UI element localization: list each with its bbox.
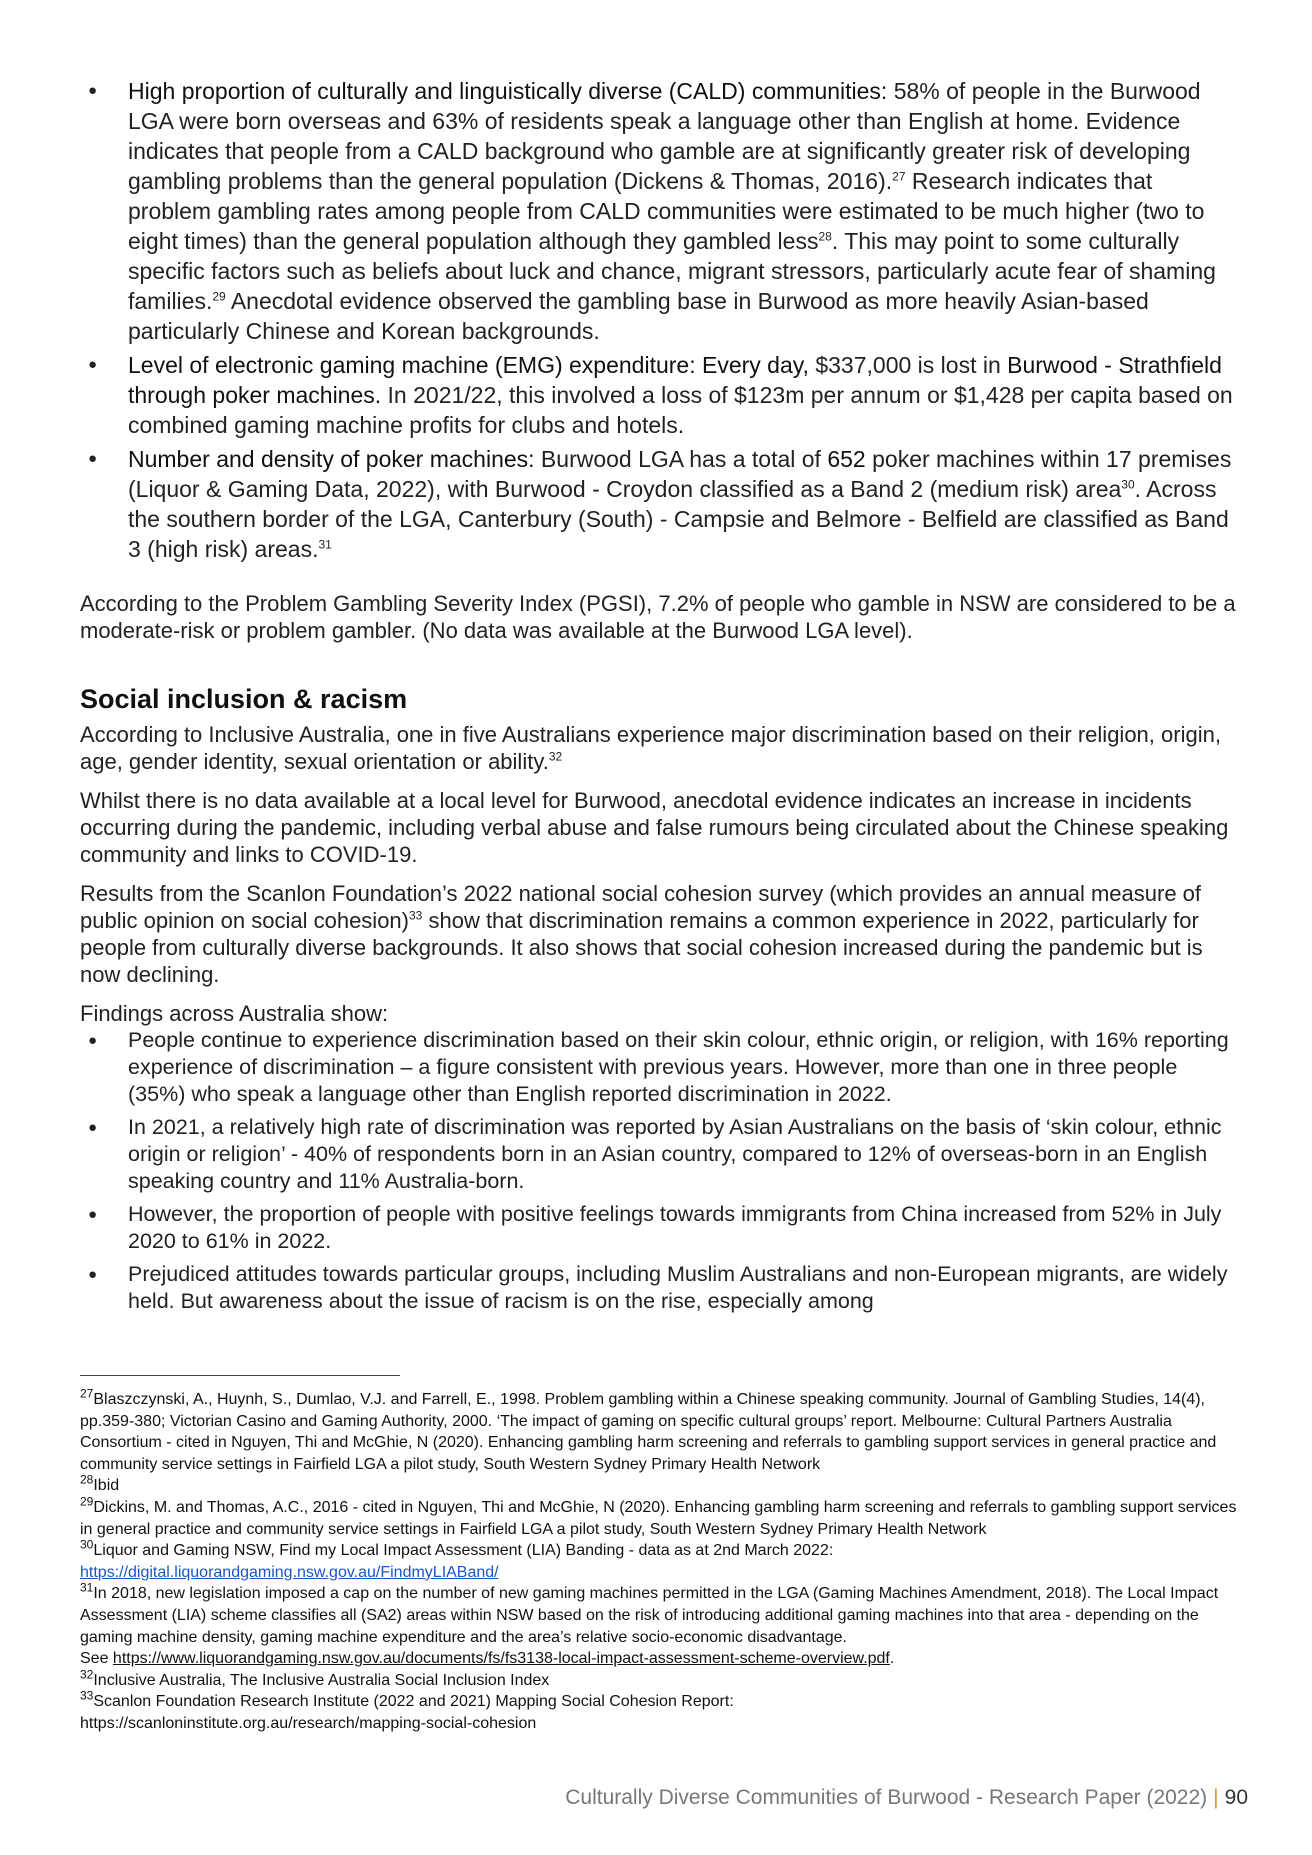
footnote-number: 28 — [80, 1473, 94, 1488]
footnote-ref[interactable]: 28 — [818, 229, 832, 244]
footnote-ref[interactable]: 29 — [212, 289, 226, 304]
footnote-number: 29 — [80, 1494, 94, 1509]
bullet-text: 58% of people in the Burwood LGA were born overseas and 63% of residents speak a language other than English at home. Evidence indicates that people from a CALD background who gamble are at significantly greater risk of developing gambling problems than the general population (Dickens & Thomas, 2016). — [128, 78, 1201, 194]
footnote-31 — [80, 1583, 1250, 1669]
findings-list — [80, 1027, 1240, 1315]
bullet-text: $337,000 is lost in — [808, 352, 1008, 378]
list-item: ● People continue to experience discrimination based on their skin colour, ethnic origin, or religion, with 16% reporting experience of discrimination – a figure consistent with previous years. However, more than one in three people (35%) who speak a language other than English reported discrimination in 2022. — [80, 1027, 1240, 1108]
footnote-number: 31 — [80, 1581, 94, 1596]
list-item: ● However, the proportion of people with positive feelings towards immigrants from China increased from 52% in July 2020 to 61% in 2022. — [80, 1201, 1240, 1255]
footnote-number: 27 — [80, 1386, 94, 1401]
footnote-punct: . — [889, 1650, 895, 1668]
page-footer — [565, 1786, 1248, 1810]
page-body — [80, 76, 1240, 1321]
bullet-lead-2: Burwood - Strathfield through poker machines. — [128, 352, 1222, 408]
paragraph-text: Results from the Scanlon Foundation’s 2022 national social cohesion survey (which provides an annual measure of public opinion on social cohesion) — [80, 881, 1202, 933]
lia-scheme-link[interactable]: https://www.liquorandgaming.nsw.gov.au/documents/fs/fs3138-local-impact-assessment-scheme-overview.pdf — [112, 1650, 890, 1668]
footnote-divider — [80, 1375, 400, 1376]
footnote-text: Inclusive Australia, The Inclusive Australia Social Inclusion Index — [93, 1671, 550, 1689]
list-item — [80, 350, 1240, 440]
paragraph-text: show that discrimination remains a common experience in 2022, particularly for people from culturally diverse backgrounds. It also shows that social cohesion increased during the pandemic but is now declining. — [80, 908, 1203, 987]
local-evidence-paragraph: Whilst there is no data available at a local level for Burwood, anecdotal evidence indicates an increase in incidents occurring during the pandemic, including verbal abuse and false rumours being circulated about the Chinese speaking community and links to COVID-19. — [80, 788, 1229, 867]
list-item: ● Prejudiced attitudes towards particular groups, including Muslim Australians and non-European migrants, are widely held. But awareness about the issue of racism is on the rise, especially among — [80, 1261, 1240, 1315]
footnote-text: Dickins, M. and Thomas, A.C., 2016 - cited in Nguyen, Thi and McGhie, N (2020). Enhancing gambling harm screening and referrals to gambling support services in general practice and community service settings in Fairfield LGA a pilot study, South Western Sydney Primary Health Network — [80, 1498, 1237, 1538]
list-item — [80, 76, 1240, 346]
list-item — [80, 444, 1240, 564]
footnote-text: In 2018, new legislation imposed a cap on the number of new gaming machines permitted in the LGA (Gaming Machines Amendment, 2018). The Local Impact Assessment (LIA) scheme classifies all (SA2) areas within NSW based on the risk of introducing additional gaming machines into that area - depending on the gaming machine density, gaming machine expenditure and the area’s relative socio-economic disadvantage. — [80, 1585, 1219, 1646]
footnote-32 — [80, 1667, 1250, 1692]
footnote-number: 33 — [80, 1688, 94, 1703]
footer-separator: | — [1213, 1786, 1219, 1809]
bullet-lead: High proportion of culturally and linguistically diverse (CALD) communities: — [128, 78, 888, 104]
scanlon-url[interactable]: https://scanloninstitute.org.au/research/mapping-social-cohesion — [80, 1714, 537, 1732]
footnote-ref[interactable]: 27 — [892, 169, 906, 184]
footnote-27 — [80, 1386, 1250, 1475]
liquor-gaming-link[interactable]: https://digital.liquorandgaming.nsw.gov.au/FindmyLIABand/ — [80, 1563, 499, 1581]
footnote-text: Scanlon Foundation Research Institute (2022 and 2021) Mapping Social Cohesion Report: — [93, 1693, 734, 1711]
bullet-lead-2: 652 — [827, 446, 866, 472]
footnote-ref[interactable]: 31 — [318, 537, 332, 552]
bullet-lead: Number and density of poker machines: — [128, 446, 535, 472]
section-heading: Social inclusion & racism — [80, 684, 408, 714]
list-item: ● In 2021, a relatively high rate of discrimination was reported by Asian Australians on the basis of ‘skin colour, ethnic origin or religion’ - 40% of respondents born in an Asian country, compared to 12% of overseas-born in an English speaking country and 11% Australia-born. — [80, 1114, 1240, 1195]
bullet-text: In 2021/22, this involved a loss of $123m per annum or $1,428 per capita based on combined gaming machine profits for clubs and hotels. — [128, 382, 1233, 438]
footnote-28 — [80, 1475, 1250, 1497]
findings-intro: Findings across Australia show: — [80, 1001, 389, 1026]
footnotes — [80, 1386, 1250, 1735]
footnote-ref[interactable]: 33 — [409, 908, 423, 923]
bullet-text: Anecdotal evidence observed the gambling base in Burwood as more heavily Asian-based particularly Chinese and Korean backgrounds. — [128, 288, 1149, 344]
footnote-ref[interactable]: 32 — [548, 749, 563, 764]
pgsi-paragraph: According to the Problem Gambling Severity Index (PGSI), 7.2% of people who gamble in NSW are considered to be a moderate-risk or problem gambler. (No data was available at the Burwood LGA level). — [80, 591, 1236, 643]
scanlon-paragraph — [80, 880, 1240, 988]
bullet-text: Research indicates that problem gambling rates among people from CALD communities were estimated to be much higher (two to eight times) than the general population although they gambled less — [128, 168, 1205, 254]
footnote-30 — [80, 1537, 1250, 1583]
footnote-text: Ibid — [93, 1477, 120, 1495]
footer-title: Culturally Diverse Communities of Burwood - Research Paper (2022) — [565, 1786, 1208, 1809]
footnote-see: See — [80, 1650, 113, 1668]
bullet-text: Burwood LGA has a total of — [534, 446, 828, 472]
footnote-29 — [80, 1494, 1250, 1540]
paragraph-text: According to Inclusive Australia, one in five Australians experience major discrimination based on their religion, origin, age, gender identity, sexual orientation or ability. — [80, 722, 1221, 774]
footnote-text: Liquor and Gaming NSW, Find my Local Impact Assessment (LIA) Banding - data as at 2nd March 2022: — [93, 1542, 834, 1560]
footnote-33 — [80, 1688, 1250, 1734]
footnote-number: 32 — [80, 1667, 94, 1682]
bullet-lead: Level of electronic gaming machine (EMG) expenditure: Every day, — [128, 352, 809, 378]
footnote-number: 30 — [80, 1537, 94, 1552]
bullet-text: poker machines within 17 premises (Liquor & Gaming Data, 2022), with Burwood - Croydon classified as a Band 2 (medium risk) area — [128, 446, 1232, 502]
bullet-text: . Across the southern border of the LGA, Canterbury (South) - Campsie and Belmore - Belfield are classified as Band 3 (high risk) areas. — [128, 476, 1229, 562]
footnote-text: Blaszczynski, A., Huynh, S., Dumlao, V.J. and Farrell, E., 1998. Problem gambling within a Chinese speaking community. Journal of Gambling Studies, 14(4), pp.359-380; Victorian Casino and Gaming Authority, 2000. ‘The impact of gaming on specific cultural groups’ report. Melbourne: Cultural Partners Australia Consortium - cited in Nguyen, Thi and McGhie, N (2020). Enhancing gambling harm screening and referrals to gambling support services in general practice and community service settings in Fairfield LGA a pilot study, South Western Sydney Primary Health Network — [80, 1391, 1217, 1473]
bullet-text: . This may point to some culturally specific factors such as beliefs about luck and chance, migrant stressors, particularly acute fear of shaming families. — [128, 228, 1216, 314]
page-number: 90 — [1224, 1786, 1248, 1809]
gambling-risk-list — [80, 76, 1240, 564]
inclusive-australia-paragraph — [80, 721, 1240, 775]
footnote-ref[interactable]: 30 — [1121, 477, 1135, 492]
